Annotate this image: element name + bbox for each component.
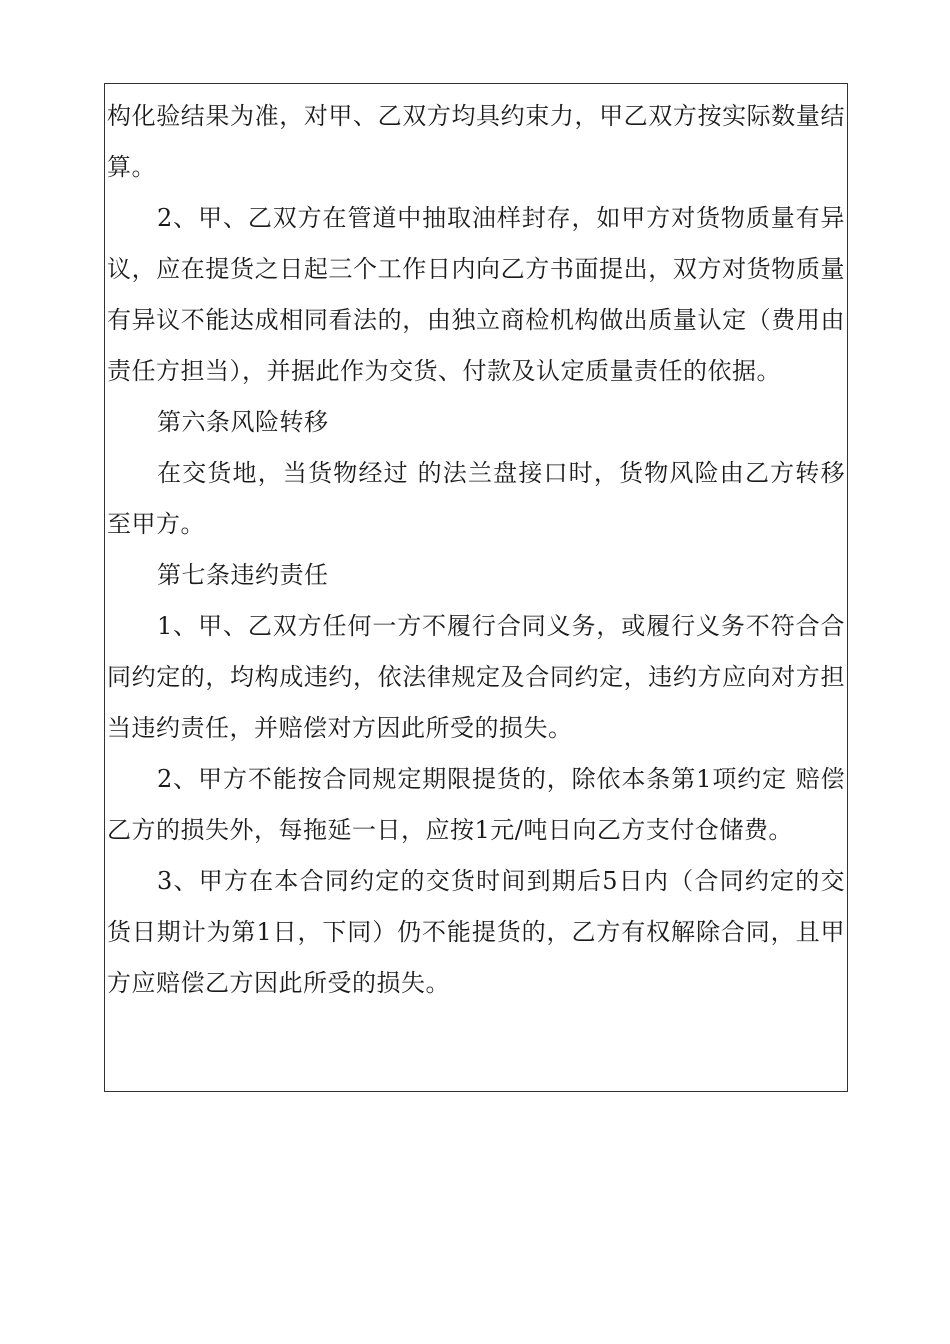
contract-text-frame: [104, 83, 848, 1092]
paragraph-quality-dispute: 2、甲、乙双方在管道中抽取油样封存，如甲方对货物质量有异议，应在提货之日起三个工作日内向乙方书面提出，双方对货物质量有异议不能达成相同看法的，由独立商检机构做出质量认定（费用由责任方担当），并据此作为交货、付款及认定质量责任的依据。: [107, 204, 845, 385]
paragraph-continuation: 构化验结果为准，对甲、乙双方均具约束力，甲乙双方按实际数量结算。: [107, 102, 845, 181]
paragraph-breach-1: 1、甲、乙双方任何一方不履行合同义务，或履行义务不符合合同约定的，均构成违约，依法律规定及合同约定，违约方应向对方担当违约责任，并赔偿对方因此所受的损失。: [107, 612, 845, 742]
heading-article-6: 第六条风险转移: [157, 408, 329, 436]
heading-article-7: 第七条违约责任: [157, 561, 329, 589]
paragraph-breach-3: 3、甲方在本合同约定的交货时间到期后5日内（合同约定的交货日期计为第1日，下同）仍不能提货的，乙方有权解除合同，且甲方应赔偿乙方因此所受的损失。: [107, 867, 845, 997]
paragraph-breach-2: 2、甲方不能按合同规定期限提货的，除依本条第1项约定 赔偿乙方的损失外，每拖延一日，应按1元/吨日向乙方支付仓储费。: [107, 765, 845, 844]
paragraph-risk-transfer: 在交货地，当货物经过 的法兰盘接口时，货物风险由乙方转移至甲方。: [107, 459, 845, 538]
